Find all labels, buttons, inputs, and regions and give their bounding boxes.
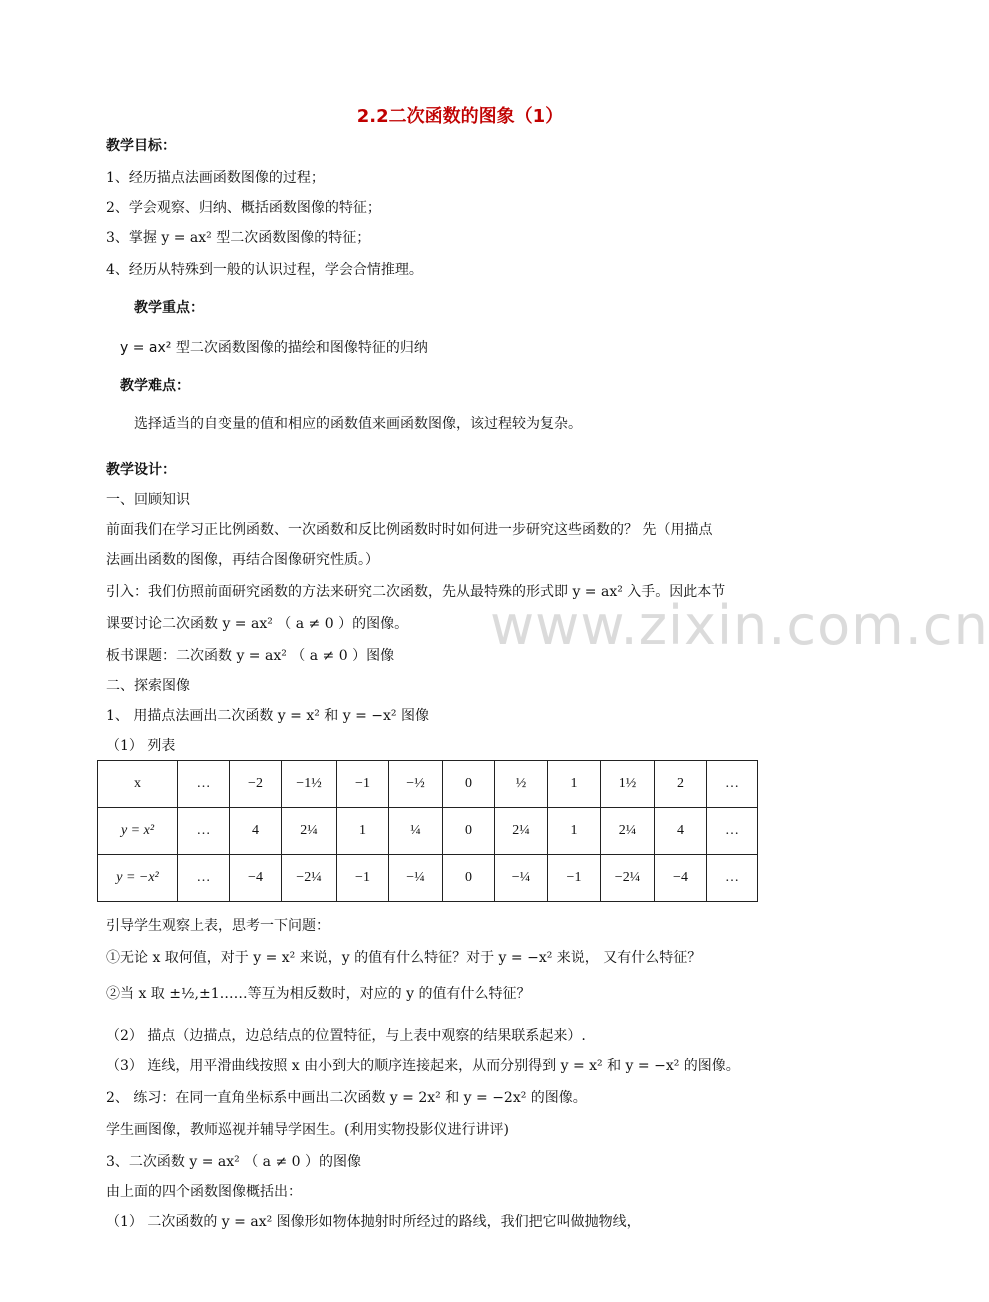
table-row [98,808,758,855]
table-cell: −4 [655,855,707,902]
summary-intro: 由上面的四个函数图像概括出： [106,1184,302,1200]
student-activity: 学生画图像，教师巡视并辅导学困生。(利用实物投影仪进行讲评) [106,1122,509,1138]
table-cell: … [707,855,758,902]
table-cell: … [707,761,758,808]
table-cell: 0 [443,808,495,855]
key-points-text: y = ax² 型二次函数图像的描绘和图像特征的归纳 [120,340,428,356]
exercise-item: 2、 练习：在同一直角坐标系中画出二次函数 y = 2x² 和 y = −2x² 的图像。 [106,1090,587,1106]
table-cell: … [178,808,230,855]
objective-1: 1、经历描点法画函数图像的过程； [106,170,325,186]
question-2: ②当 x 取 ±½,±1……等互为相反数时，对应的 y 的值有什么特征？ [106,986,531,1002]
table-cell: 2¼ [282,808,337,855]
row-label-y-neg-x2: y = −x² [98,855,178,902]
difficulties-heading: 教学难点： [120,378,190,394]
table-cell: −1 [548,855,601,902]
table-cell: −¼ [389,855,443,902]
table-cell: ¼ [389,808,443,855]
value-table [97,760,758,902]
explore-item-1: 1、 用描点法画出二次函数 y = x² 和 y = −x² 图像 [106,708,429,724]
table-row [98,855,758,902]
header-x: x [98,761,178,808]
table-cell: 1 [337,808,389,855]
section-explore: 二、探索图像 [106,678,190,694]
question-1: ①无论 x 取何值，对于 y = x² 来说，y 的值有什么特征？对于 y = −x² 来说， 又有什么特征？ [106,950,702,966]
intro-line-1: 引入：我们仿照前面研究函数的方法来研究二次函数，先从最特殊的形式即 y = ax² 入手。因此本节 [106,584,726,600]
table-cell: −4 [230,855,282,902]
sub-plot-points: （2） 描点（边描点，边总结点的位置特征，与上表中观察的结果联系起来）. [106,1028,586,1044]
table-cell: −1 [337,855,389,902]
design-heading: 教学设计： [106,462,176,478]
conclusion-1: （1） 二次函数的 y = ax² 图像形如物体抛射时所经过的路线，我们把它叫做抛物线， [106,1214,641,1230]
objective-3: 3、掌握 y = ax² 型二次函数图像的特征； [106,230,371,246]
table-cell: −1½ [282,761,337,808]
table-cell: −¼ [495,855,548,902]
table-cell: … [707,808,758,855]
sub-connect: （3） 连线，用平滑曲线按照 x 由小到大的顺序连接起来，从而分别得到 y = x² 和 y = −x² 的图像。 [106,1058,740,1074]
table-row [98,761,758,808]
intro-line-2: 课要讨论二次函数 y = ax² （ a ≠ 0 ）的图像。 [106,616,409,632]
table-cell: 2 [655,761,707,808]
table-cell: −½ [389,761,443,808]
board-topic: 板书课题：二次函数 y = ax² （ a ≠ 0 ）图像 [106,648,395,664]
page-title: 2.2二次函数的图象（1） [356,106,564,127]
objectives-heading: 教学目标： [106,138,176,154]
table-cell: −2¼ [601,855,655,902]
table-cell: 0 [443,855,495,902]
table-cell: −2 [230,761,282,808]
table-cell: 1½ [601,761,655,808]
table-cell: ½ [495,761,548,808]
watermark: www.zixin.com.cn [490,594,989,657]
guide-text: 引导学生观察上表，思考一下问题： [106,918,330,934]
review-paragraph-1: 前面我们在学习正比例函数、一次函数和反比例函数时时如何进一步研究这些函数的？ 先（用描点 [106,522,713,538]
objective-4: 4、经历从特殊到一般的认识过程，学会合情推理。 [106,262,423,278]
row-label-y-x2: y = x² [98,808,178,855]
review-paragraph-2: 法画出函数的图像，再结合图像研究性质。） [106,552,379,568]
table-cell: 1 [548,808,601,855]
explore-item-3: 3、二次函数 y = ax² （ a ≠ 0 ）的图像 [106,1154,361,1170]
table-cell: 1 [548,761,601,808]
objective-2: 2、学会观察、归纳、概括函数图像的特征； [106,200,381,216]
table-cell: … [178,761,230,808]
table-cell: 4 [655,808,707,855]
sub-list-table: （1） 列表 [106,738,176,754]
table-cell: 4 [230,808,282,855]
table-cell: 2¼ [495,808,548,855]
table-cell: 0 [443,761,495,808]
table-cell: … [178,855,230,902]
section-review: 一、回顾知识 [106,492,190,508]
key-points-heading: 教学重点： [134,300,204,316]
difficulties-text: 选择适当的自变量的值和相应的函数值来画函数图像，该过程较为复杂。 [134,416,582,432]
table-cell: 2¼ [601,808,655,855]
table-cell: −2¼ [282,855,337,902]
table-cell: −1 [337,761,389,808]
